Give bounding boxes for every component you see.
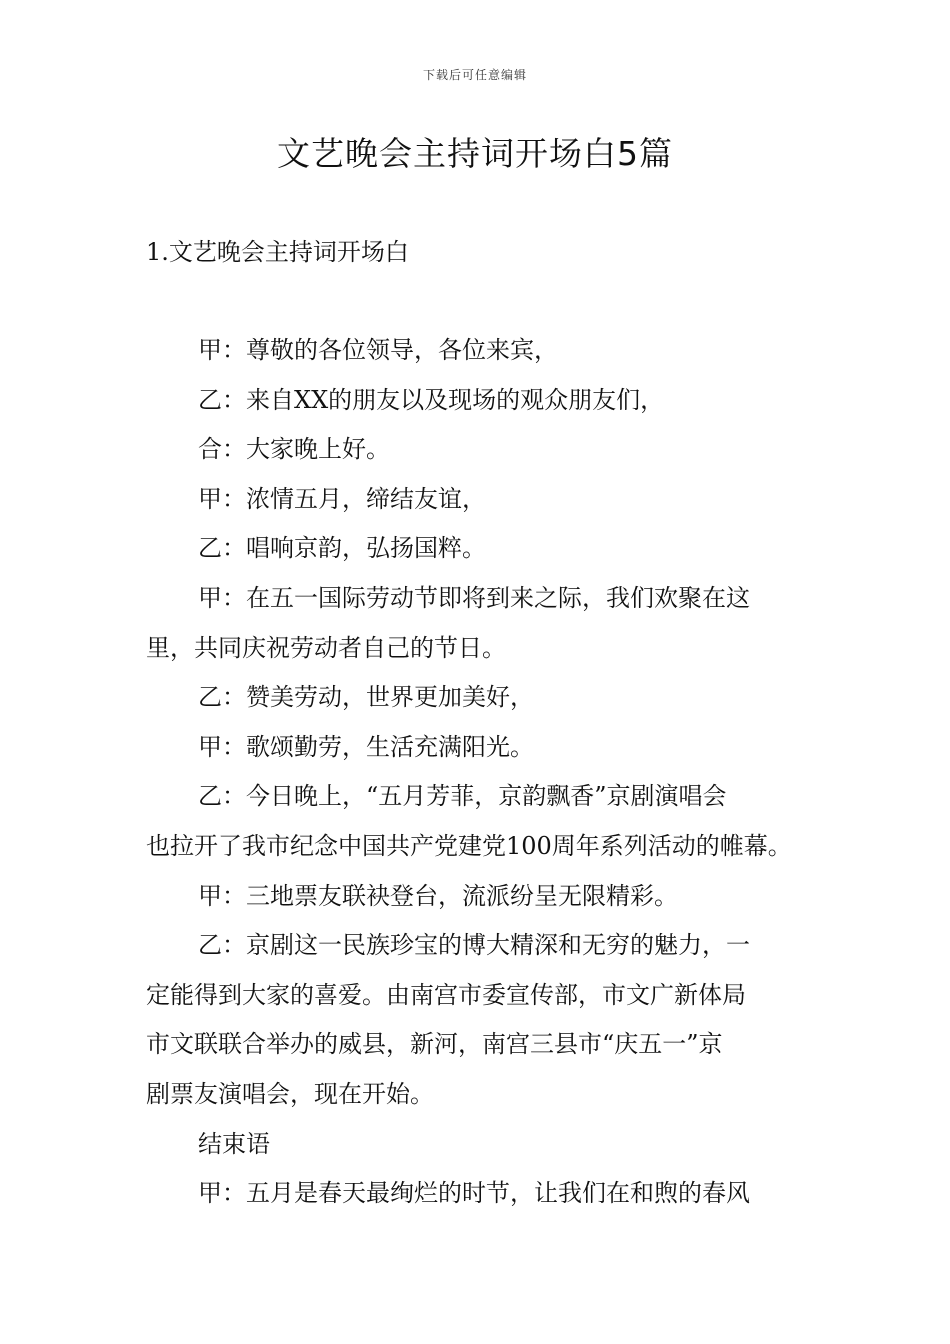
paragraph: 乙：唱响京韵，弘扬国粹。 — [198, 534, 486, 563]
paragraph: 乙：今日晚上，“五月芳菲，京韵飘香”京剧演唱会 也拉开了我市纪念中国共产党建党100周年系列活动的帷幕。 — [146, 782, 792, 860]
paragraph: 乙：赞美劳动，世界更加美好， — [198, 683, 534, 712]
paragraph: 甲：五月是春天最绚烂的时节，让我们在和煦的春风 — [198, 1179, 750, 1208]
section-heading: 1.文艺晚会主持词开场白 — [146, 238, 409, 266]
paragraph: 甲：歌颂勤劳，生活充满阳光。 — [198, 732, 534, 761]
document-title: 文艺晚会主持词开场白5篇 — [277, 134, 673, 173]
paragraph: 甲：尊敬的各位领导，各位来宾， — [198, 336, 558, 364]
document-body — [146, 326, 806, 1219]
paragraph: 合：大家晚上好。 — [198, 435, 390, 464]
paragraph: 甲：在五一国际劳动节即将到来之际，我们欢聚在这 里，共同庆祝劳动者自己的节日。 — [146, 583, 750, 662]
paragraph: 乙：京剧这一民族珍宝的博大精深和无穷的魅力，一 定能得到大家的喜爱。由南宫市委宣传部，市文广新体局 市文联联合举办的威县，新河，南宫三县市“庆五一”京 剧票友演唱会，现在开始。 — [146, 931, 750, 1108]
paragraph: 甲：浓情五月，缔结友谊， — [198, 484, 486, 513]
paragraph: 乙：来自XX的朋友以及现场的观众朋友们， — [198, 385, 665, 414]
paragraph-subheading: 结束语 — [198, 1129, 270, 1158]
header-note: 下载后可任意编辑 — [422, 68, 527, 82]
paragraph: 甲：三地票友联袂登台，流派纷呈无限精彩。 — [198, 881, 678, 910]
